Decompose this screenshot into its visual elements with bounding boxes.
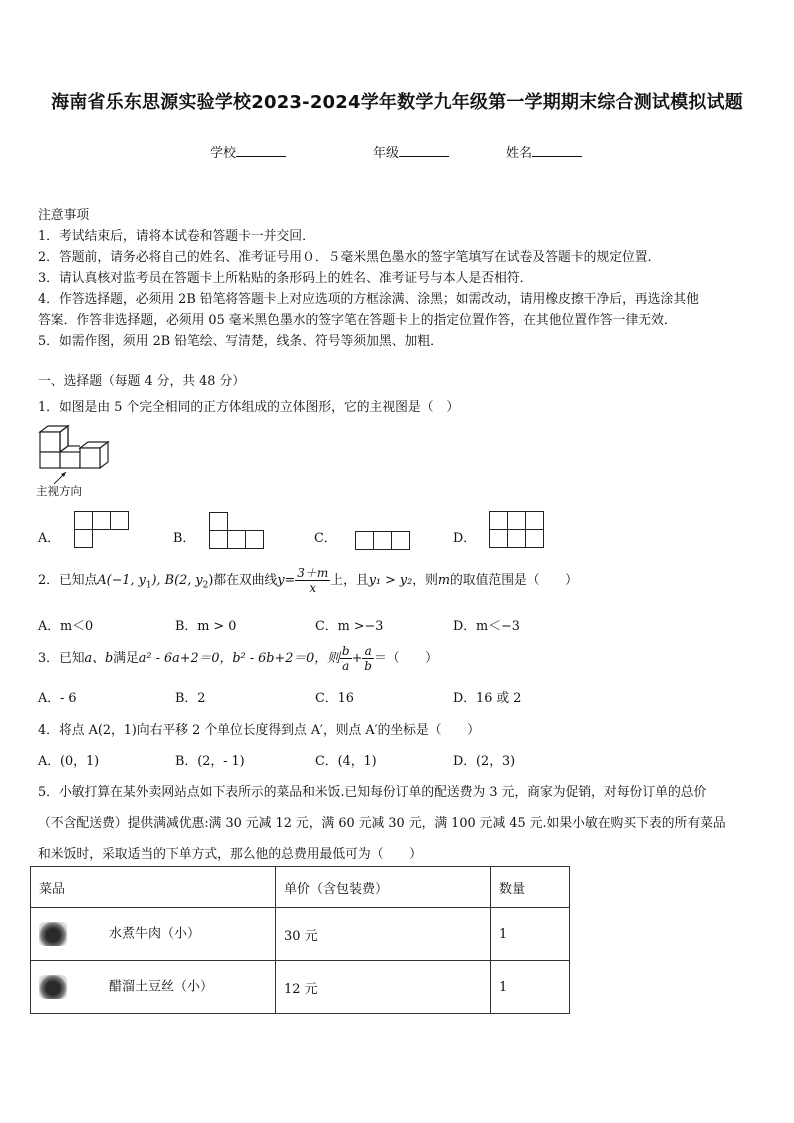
- section-heading: 一、选择题（每题 4 分，共 48 分）: [38, 374, 246, 389]
- q2-stem: 2．已知点A(−1, $y_1$), B(2, $y_2$)都在双曲线y= $\frac{3+m}{x}$ 上，且y₁ > y₂，则m的取值范围是（ ）: [38, 566, 578, 595]
- school-label: 学校: [210, 146, 237, 161]
- q3-stem: 3．已知a、b满足a² - 6a+2＝0，b² - 6b+2＝0，则 $\frac{b}{a}$ + $\frac{a}{b}$ ＝（ ）: [38, 644, 438, 673]
- q2-option-b[interactable]: B．m > 0: [175, 619, 237, 634]
- dish-photo: [39, 922, 67, 946]
- table-cell: 30 元: [276, 908, 491, 961]
- q1-solid-figure: [36, 424, 118, 490]
- q4-option-d[interactable]: D．(2，3): [453, 754, 516, 769]
- q2-option-d[interactable]: D．m＜−3: [453, 619, 520, 634]
- notice-item: 1．考试结束后，请将本试卷和答题卡一并交回．: [38, 229, 315, 244]
- table-header: 单价（含包装费）: [276, 867, 491, 908]
- q3-option-a[interactable]: A．- 6: [38, 691, 77, 706]
- dish-name: 醋溜土豆丝（小）: [109, 979, 214, 995]
- q1-option-d-figure: [489, 511, 547, 549]
- dish-photo: [39, 975, 67, 999]
- notice-heading: 注意事项: [38, 208, 90, 223]
- q4-stem: 4．将点 A(2，1)向右平移 2 个单位长度得到点 A′，则点 A′的坐标是（ ）: [38, 723, 480, 738]
- q1-option-a-figure: [74, 511, 130, 548]
- table-cell: [31, 908, 276, 961]
- name-field: [506, 142, 582, 161]
- q1-option-b-figure: [209, 512, 267, 550]
- menu-table: [30, 866, 570, 1014]
- q5-stem-line3: 和米饭时，采取适当的下单方式，那么他的总费用最低可为（ ）: [38, 847, 422, 862]
- school-blank: [236, 144, 286, 157]
- table-header: 菜品: [31, 867, 276, 908]
- q1-option-c[interactable]: C．: [314, 531, 337, 546]
- table-cell: 1: [491, 908, 570, 961]
- table-row: [31, 961, 570, 1014]
- q1-stem: 1．如图是由 5 个完全相同的正方体组成的立体图形，它的主视图是（ ）: [38, 400, 460, 415]
- q5-stem-line2: （不含配送费）提供满减优惠:满 30 元减 12 元，满 60 元减 30 元，满 100 元减 45 元.如果小敏在购买下表的所有菜品: [38, 816, 726, 831]
- q4-option-c[interactable]: C．(4，1): [315, 754, 377, 769]
- notice-item: 3．请认真核对监考员在答题卡上所粘贴的条形码上的姓名、准考证号与本人是否相符．: [38, 271, 533, 286]
- table-header: 数量: [491, 867, 570, 908]
- page-title: 海南省乐东思源实验学校2023-2024学年数学九年级第一学期期末综合测试模拟试题: [51, 92, 743, 113]
- q4-option-b[interactable]: B．(2，- 1): [175, 754, 245, 769]
- table-cell: 12 元: [276, 961, 491, 1014]
- q3-fraction-1: $\frac{b}{a}$: [341, 644, 350, 673]
- q5-stem-line1: 5．小敏打算在某外卖网站点如下表所示的菜品和米饭.已知每份订单的配送费为 3 元，商家为促销，对每份订单的总价: [38, 785, 707, 800]
- q2-fraction: $\frac{3+m}{x}$: [297, 566, 329, 595]
- table-cell: [31, 961, 276, 1014]
- name-label: 姓名: [506, 146, 533, 161]
- grade-label: 年级: [373, 146, 400, 161]
- q1-option-b[interactable]: B．: [173, 531, 196, 546]
- table-row: [31, 908, 570, 961]
- table-header-row: [31, 867, 570, 908]
- q1-option-a[interactable]: A．: [38, 531, 61, 546]
- table-cell: 1: [491, 961, 570, 1014]
- view-direction-label: 主视方向: [36, 484, 82, 498]
- notice-item: 答案．作答非选择题，必须用 05 毫米黑色墨水的签字笔在答题卡上的指定位置作答，在其他位置作答一律无效．: [38, 313, 677, 328]
- q2-option-c[interactable]: C．m >−3: [315, 619, 384, 634]
- dish-name: 水煮牛肉（小）: [109, 926, 201, 942]
- q3-option-d[interactable]: D．16 或 2: [453, 691, 522, 706]
- q3-fraction-2: $\frac{a}{b}$: [364, 644, 372, 673]
- q2-option-a[interactable]: A．m＜0: [38, 619, 94, 634]
- grade-blank: [399, 144, 449, 157]
- q1-option-d[interactable]: D．: [453, 531, 477, 546]
- grade-field: [373, 142, 449, 161]
- notice-item: 2．答题前，请务必将自己的姓名、准考证号用０．５毫米黑色墨水的签字笔填写在试卷及答题卡的规定位置．: [38, 250, 661, 265]
- q3-option-b[interactable]: B．2: [175, 691, 206, 706]
- name-blank: [532, 144, 582, 157]
- q4-option-a[interactable]: A．(0，1): [38, 754, 100, 769]
- notice-item: 5．如需作图，须用 2B 铅笔绘、写清楚，线条、符号等须加黑、加粗．: [38, 334, 443, 349]
- q1-option-c-figure: [355, 531, 413, 550]
- notice-item: 4．作答选择题，必须用 2B 铅笔将答题卡上对应选项的方框涂满、涂黑；如需改动，请用橡皮擦干净后，再选涂其他: [38, 292, 699, 307]
- q3-option-c[interactable]: C．16: [315, 691, 354, 706]
- school-field: [210, 142, 286, 161]
